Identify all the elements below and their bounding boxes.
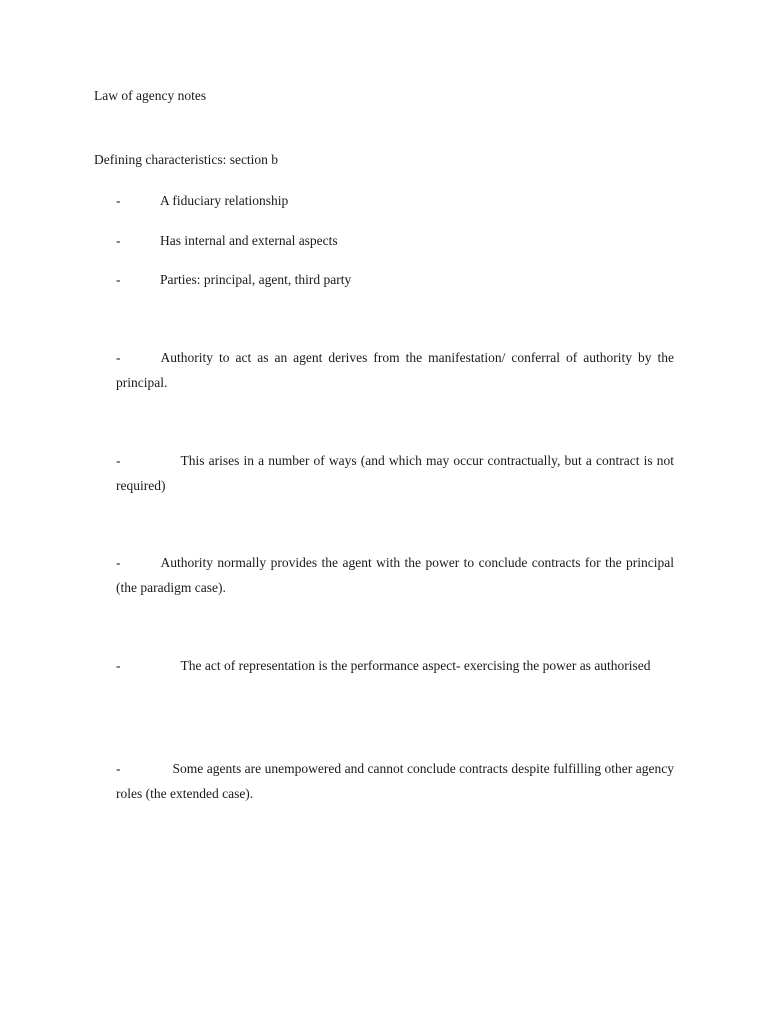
bullet-dash: - [116, 453, 121, 468]
paragraph-text: Authority to act as an agent derives from the manifestation/ conferral of authority by the principal. [116, 350, 674, 390]
bullet-dash: - [116, 272, 121, 287]
paragraph-item [116, 448, 674, 498]
paragraph-text: Authority normally provides the agent with the power to conclude contracts for the principal (the paradigm case). [116, 555, 674, 595]
bullet-dash: - [116, 350, 121, 365]
paragraph-item [116, 550, 674, 600]
paragraph-item [116, 756, 674, 806]
paragraph-text: The act of representation is the performance aspect- exercising the power as authorised [180, 658, 651, 673]
list-item-text: A fiduciary relationship [160, 193, 289, 208]
bullet-dash: - [116, 193, 121, 208]
list-item [116, 233, 676, 249]
paragraph-text: This arises in a number of ways (and which may occur contractually, but a contract is not required) [116, 453, 674, 493]
bullet-dash: - [116, 761, 121, 776]
paragraph-item [116, 653, 674, 678]
paragraph-item [116, 345, 674, 395]
document-title: Law of agency notes [94, 88, 207, 103]
paragraph-text: Some agents are unempowered and cannot conclude contracts despite fulfilling other agency roles (the extended case). [116, 761, 674, 801]
list-item-text: Parties: principal, agent, third party [160, 272, 352, 287]
bullet-dash: - [116, 555, 121, 570]
bullet-dash: - [116, 233, 121, 248]
list-item [116, 193, 676, 209]
section-heading: Defining characteristics: section b [94, 152, 279, 167]
list-item [116, 272, 676, 288]
bullet-dash: - [116, 658, 121, 673]
list-item-text: Has internal and external aspects [160, 233, 338, 248]
